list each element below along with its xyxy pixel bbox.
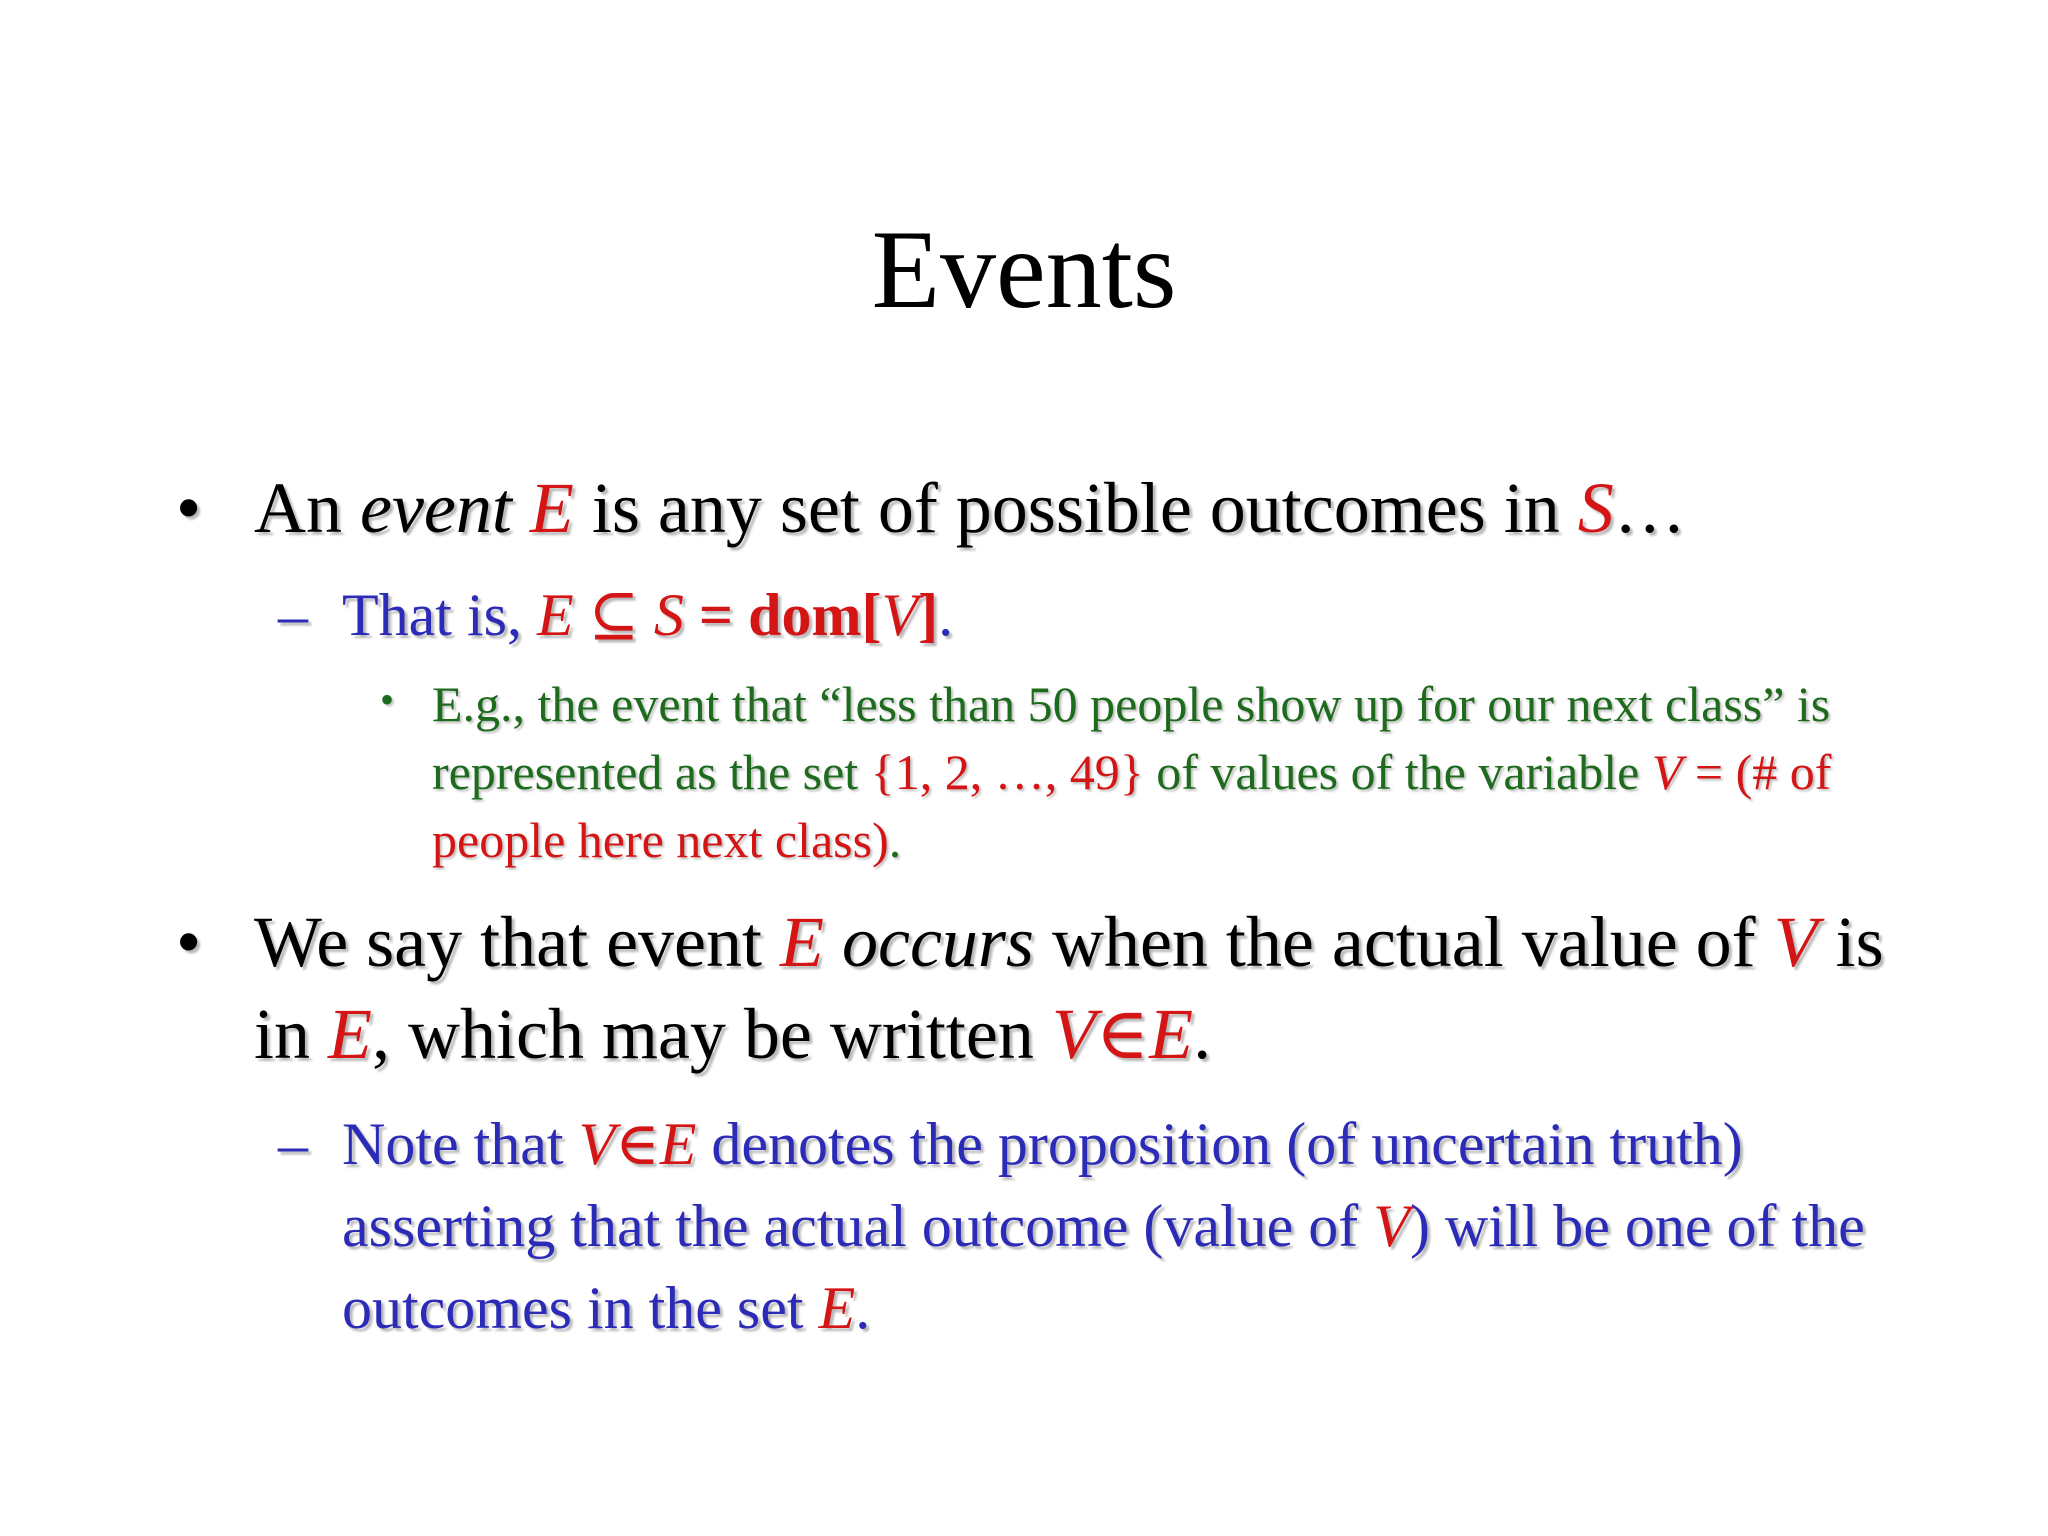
b2-t7: is in [254,902,1884,1074]
small-bullet-dot: • [380,677,395,722]
ss1-set: {1, 2, …, 49} [870,744,1144,800]
b2-E2: E [328,994,372,1074]
s1-t1: That is, [342,582,537,648]
b1-t1: An [254,468,360,548]
ss1-def: = (# of people here next class) [432,744,1832,868]
s1-E: E [536,582,574,648]
s2-t7: ) will be one of the outcomes in the set [342,1193,1865,1341]
b2-occurs: occurs [842,902,1034,982]
s1-S: S [653,582,684,648]
s1-V: V [881,582,919,648]
b1-t3 [512,468,530,548]
s1-period: . [938,582,954,648]
sub-sub-bullet-1-text [432,670,1842,874]
ss1-t1: E.g., the event that “less than 50 people show up for our next class” is represented as the set [432,676,1831,800]
b2-V2: V [1051,994,1096,1074]
ss1-t3: of values of the variable [1143,744,1652,800]
b2-V: V [1773,902,1818,982]
b1-event: event [360,468,512,548]
sub-bullet-2-text [342,1103,1902,1349]
s1-dom: = dom[ [683,582,882,648]
ss1-period: . [888,812,902,868]
b2-t3 [824,902,842,982]
b1-t7: … [1613,468,1686,548]
dash-1: – [278,582,308,648]
ss1-V: V [1651,744,1683,800]
s2-E2: E [818,1275,856,1341]
s2-t5: denotes the proposition (of uncertain truth) asserting that the actual outcome (value of [342,1111,1743,1259]
b2-t5: when the actual value of [1033,902,1774,982]
s2-V: V [578,1111,616,1177]
slide-title: Events [871,208,1177,332]
b2-elem: ∈ [1095,994,1150,1074]
bullet-dot-1: • [176,468,202,548]
b2-period: . [1193,994,1212,1074]
b2-t1: We say that event [254,902,781,982]
b2-E3: E [1149,994,1194,1074]
b2-t9: , which may be written [372,994,1052,1074]
bullet-dot-2: • [176,902,202,982]
b2-E: E [780,902,824,982]
sub-bullet-1-text [342,574,1942,656]
dash-2: – [278,1111,308,1177]
s2-V2: V [1373,1193,1410,1259]
bullet-1-text [254,462,1904,554]
bullet-2-text [254,896,1894,1080]
s2-elem: ∈ [615,1111,660,1177]
b1-E: E [529,468,574,548]
s2-period: . [855,1275,871,1341]
s2-E: E [659,1111,697,1177]
s2-t1: Note that [342,1111,579,1177]
s1-bracket: ] [918,582,939,648]
b1-t5: is any set of possible outcomes in [573,468,1578,548]
s1-subset: ⊆ [573,582,654,648]
b1-S: S [1577,468,1614,548]
